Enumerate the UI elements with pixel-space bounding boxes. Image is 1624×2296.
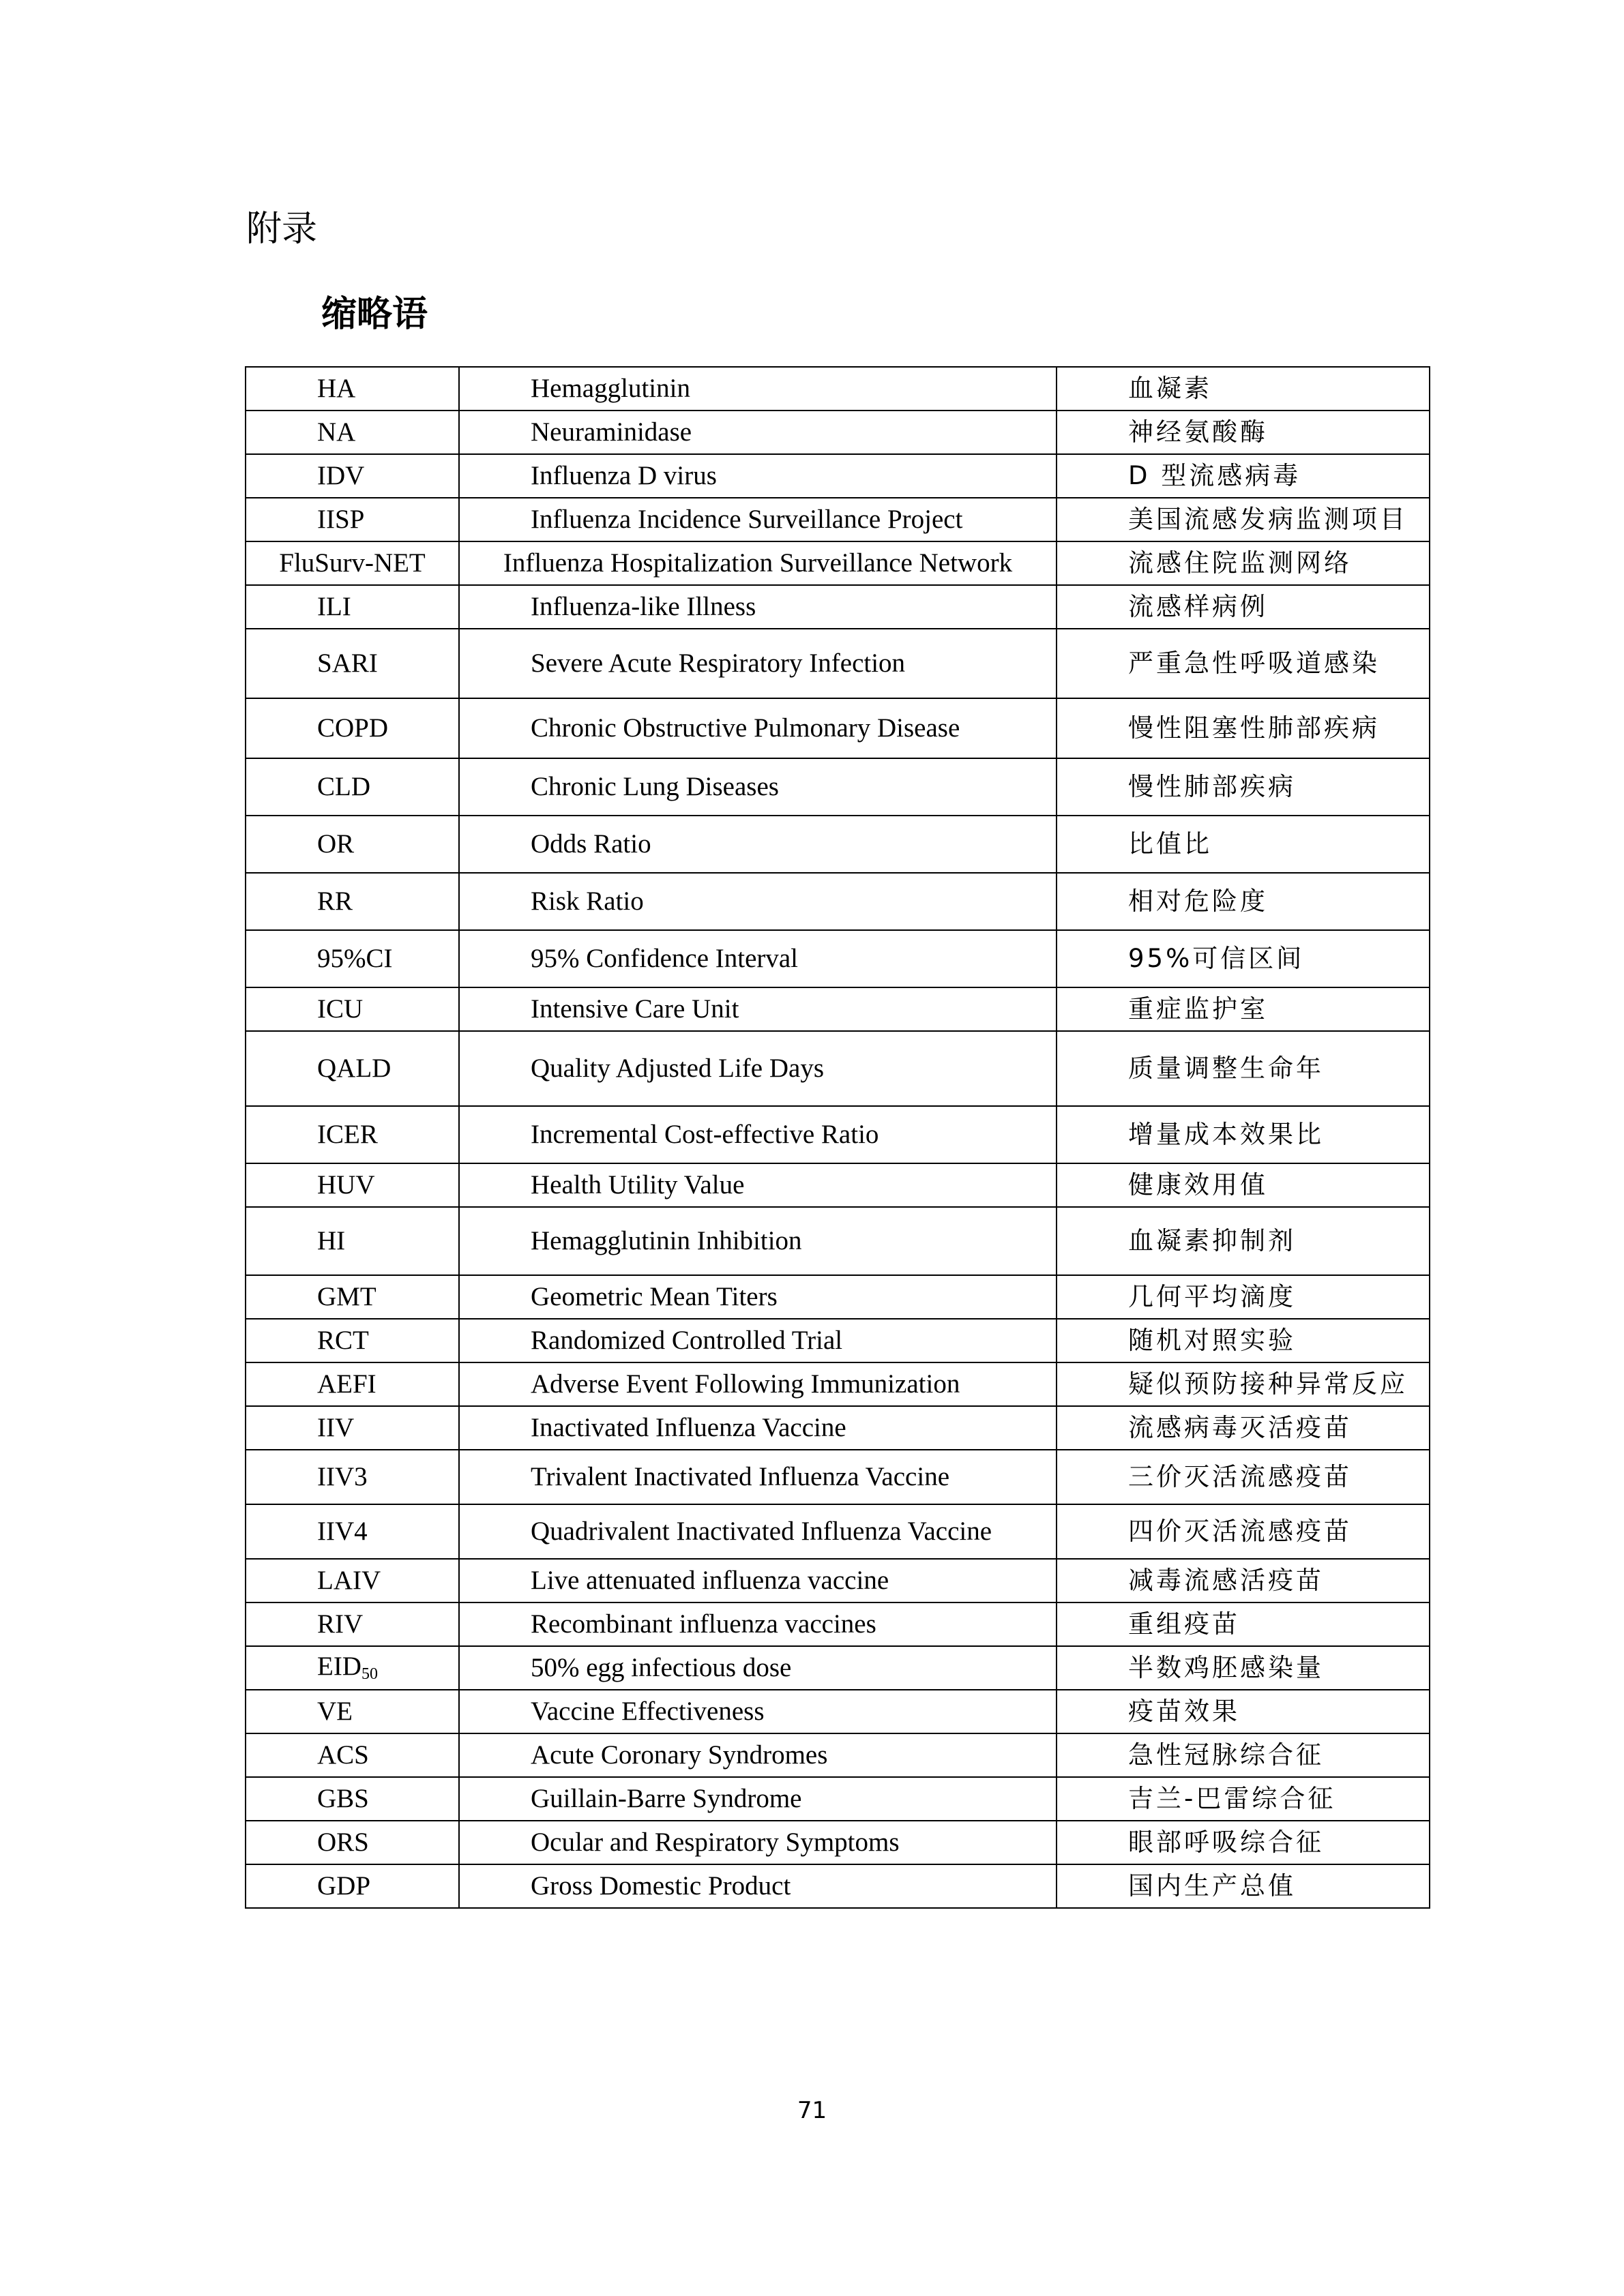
chinese-term-cell: 几何平均滴度: [1057, 1275, 1430, 1319]
table-row: [246, 367, 1430, 411]
abbreviation-text: IIV: [317, 1412, 355, 1442]
chinese-term-cell: 质量调整生命年: [1057, 1031, 1430, 1106]
full-name-cell: Inactivated Influenza Vaccine: [459, 1406, 1057, 1450]
chinese-term-cell: 流感病毒灭活疫苗: [1057, 1406, 1430, 1450]
abbreviation-cell: [246, 585, 459, 629]
abbreviation-cell: [246, 1031, 459, 1106]
abbreviation-text: RR: [317, 886, 353, 916]
abbreviation-cell: [246, 1602, 459, 1646]
full-name-cell: Hemagglutinin: [459, 367, 1057, 411]
chinese-term-cell: 国内生产总值: [1057, 1864, 1430, 1908]
abbreviation-text: IIV3: [317, 1461, 368, 1491]
abbreviation-cell: [246, 367, 459, 411]
full-name-cell: Influenza Incidence Surveillance Project: [459, 498, 1057, 541]
full-name-cell: Adverse Event Following Immunization: [459, 1362, 1057, 1406]
chinese-term-cell: 健康效用值: [1057, 1163, 1430, 1207]
abbreviation-cell: [246, 758, 459, 816]
table-row: [246, 1106, 1430, 1163]
abbreviation-text: GMT: [317, 1281, 377, 1311]
full-name-cell: Vaccine Effectiveness: [459, 1690, 1057, 1733]
full-name-cell: Recombinant influenza vaccines: [459, 1602, 1057, 1646]
full-name-cell: Geometric Mean Titers: [459, 1275, 1057, 1319]
chinese-term-cell: 三价灭活流感疫苗: [1057, 1450, 1430, 1504]
table-row: [246, 758, 1430, 816]
table-row: [246, 1602, 1430, 1646]
chinese-term-cell: 疫苗效果: [1057, 1690, 1430, 1733]
abbreviation-text: OR: [317, 829, 355, 859]
abbreviation-cell: [246, 454, 459, 498]
abbreviation-text: QALD: [317, 1053, 392, 1083]
full-name-cell: Influenza-like Illness: [459, 585, 1057, 629]
abbreviation-cell: [246, 698, 459, 758]
full-name-cell: Guillain-Barre Syndrome: [459, 1777, 1057, 1821]
table-row: [246, 1450, 1430, 1504]
chinese-term-cell: 四价灭活流感疫苗: [1057, 1504, 1430, 1559]
abbreviation-text: RIV: [317, 1609, 364, 1639]
chinese-term-cell: 严重急性呼吸道感染: [1057, 629, 1430, 698]
table-row: [246, 498, 1430, 541]
abbreviation-cell: [246, 873, 459, 930]
abbreviation-text: ORS: [317, 1827, 369, 1857]
table-row: [246, 454, 1430, 498]
abbreviations-heading: 缩略语: [321, 294, 428, 335]
abbreviation-text: HUV: [317, 1169, 375, 1199]
abbreviation-cell: [246, 411, 459, 454]
abbreviation-cell: [246, 1733, 459, 1777]
table-row: [246, 1777, 1430, 1821]
abbreviation-text: HI: [317, 1225, 346, 1255]
abbreviation-cell: [246, 629, 459, 698]
abbreviation-text: IIV4: [317, 1516, 368, 1546]
table-row: [246, 873, 1430, 930]
table-row: [246, 1559, 1430, 1602]
abbreviation-text: FluSurv-NET: [279, 548, 426, 578]
full-name-cell: Gross Domestic Product: [459, 1864, 1057, 1908]
chinese-term-cell: 流感样病例: [1057, 585, 1430, 629]
table-row: [246, 585, 1430, 629]
chinese-term-cell: 重症监护室: [1057, 987, 1430, 1031]
chinese-term-cell: 急性冠脉综合征: [1057, 1733, 1430, 1777]
chinese-term-cell: 随机对照实验: [1057, 1319, 1430, 1362]
abbreviation-text: RCT: [317, 1325, 369, 1355]
chinese-term-cell: D 型流感病毒: [1057, 454, 1430, 498]
chinese-term-cell: 神经氨酸酶: [1057, 411, 1430, 454]
full-name-cell: Hemagglutinin Inhibition: [459, 1207, 1057, 1275]
full-name-cell: Intensive Care Unit: [459, 987, 1057, 1031]
abbreviation-cell: [246, 1450, 459, 1504]
abbreviation-text: ICER: [317, 1119, 378, 1149]
table-row: [246, 987, 1430, 1031]
abbreviation-cell: [246, 1207, 459, 1275]
table-row: [246, 1362, 1430, 1406]
table-row: [246, 1821, 1430, 1864]
table-row: [246, 1733, 1430, 1777]
chinese-term-cell: 疑似预防接种异常反应: [1057, 1362, 1430, 1406]
table-row: [246, 1207, 1430, 1275]
abbreviation-text: COPD: [317, 713, 389, 743]
abbreviation-cell: [246, 498, 459, 541]
table-row: [246, 698, 1430, 758]
chinese-term-cell: 重组疫苗: [1057, 1602, 1430, 1646]
full-name-cell: 50% egg infectious dose: [459, 1646, 1057, 1690]
abbreviation-cell: [246, 1319, 459, 1362]
table-row: [246, 629, 1430, 698]
table-row: [246, 1031, 1430, 1106]
full-name-cell: Chronic Lung Diseases: [459, 758, 1057, 816]
chinese-term-cell: 美国流感发病监测项目: [1057, 498, 1430, 541]
abbreviation-subscript: 50: [361, 1665, 378, 1684]
table-row: [246, 411, 1430, 454]
abbreviation-text: VE: [317, 1696, 353, 1726]
full-name-cell: Chronic Obstructive Pulmonary Disease: [459, 698, 1057, 758]
full-name-cell: Odds Ratio: [459, 816, 1057, 873]
abbreviation-text: GDP: [317, 1870, 371, 1900]
chinese-term-cell: 相对危险度: [1057, 873, 1430, 930]
abbreviation-cell: [246, 1163, 459, 1207]
full-name-cell: Risk Ratio: [459, 873, 1057, 930]
abbreviation-cell: [246, 1777, 459, 1821]
table-row: [246, 1163, 1430, 1207]
page-number: 71: [797, 2097, 827, 2124]
abbreviation-text: IISP: [317, 504, 365, 534]
chinese-term-cell: 吉兰-巴雷综合征: [1057, 1777, 1430, 1821]
abbreviations-table-body: [246, 367, 1430, 1908]
chinese-term-cell: 血凝素: [1057, 367, 1430, 411]
abbreviation-cell: [246, 987, 459, 1031]
abbreviation-cell: [246, 1690, 459, 1733]
abbreviation-cell: [246, 816, 459, 873]
chinese-term-cell: 减毒流感活疫苗: [1057, 1559, 1430, 1602]
abbreviation-text: AEFI: [317, 1369, 377, 1399]
appendix-heading: 附录: [246, 209, 318, 250]
abbreviation-cell: [246, 1646, 459, 1690]
abbreviation-text: 95%CI: [317, 943, 393, 973]
full-name-cell: Neuraminidase: [459, 411, 1057, 454]
table-row: [246, 816, 1430, 873]
full-name-cell: Randomized Controlled Trial: [459, 1319, 1057, 1362]
abbreviations-table: [245, 366, 1430, 1909]
abbreviation-cell: [246, 1864, 459, 1908]
chinese-term-cell: 95%可信区间: [1057, 930, 1430, 987]
full-name-cell: Incremental Cost-effective Ratio: [459, 1106, 1057, 1163]
abbreviation-cell: [246, 541, 459, 585]
abbreviation-text: SARI: [317, 648, 378, 678]
chinese-term-cell: 流感住院监测网络: [1057, 541, 1430, 585]
full-name-cell: Ocular and Respiratory Symptoms: [459, 1821, 1057, 1864]
chinese-term-cell: 增量成本效果比: [1057, 1106, 1430, 1163]
abbreviation-text: ICU: [317, 994, 364, 1024]
table-row: [246, 1406, 1430, 1450]
full-name-cell: Influenza D virus: [459, 454, 1057, 498]
table-row: [246, 1275, 1430, 1319]
abbreviation-text: EID: [317, 1652, 361, 1682]
abbreviation-cell: [246, 1275, 459, 1319]
abbreviation-cell: [246, 1362, 459, 1406]
table-row: [246, 1690, 1430, 1733]
full-name-cell: Quality Adjusted Life Days: [459, 1031, 1057, 1106]
full-name-cell: Live attenuated influenza vaccine: [459, 1559, 1057, 1602]
abbreviation-cell: [246, 1106, 459, 1163]
full-name-cell: Health Utility Value: [459, 1163, 1057, 1207]
full-name-cell: Severe Acute Respiratory Infection: [459, 629, 1057, 698]
table-row: [246, 1864, 1430, 1908]
table-row: [246, 1504, 1430, 1559]
chinese-term-cell: 血凝素抑制剂: [1057, 1207, 1430, 1275]
full-name-cell: Acute Coronary Syndromes: [459, 1733, 1057, 1777]
abbreviation-cell: [246, 1821, 459, 1864]
abbreviation-text: NA: [317, 417, 356, 447]
table-row: [246, 1646, 1430, 1690]
abbreviation-text: HA: [317, 373, 356, 403]
abbreviation-text: IDV: [317, 460, 365, 490]
full-name-cell: Influenza Hospitalization Surveillance Network: [459, 541, 1057, 585]
full-name-cell: 95% Confidence Interval: [459, 930, 1057, 987]
abbreviation-text: ILI: [317, 591, 351, 621]
abbreviation-cell: [246, 1504, 459, 1559]
full-name-cell: Trivalent Inactivated Influenza Vaccine: [459, 1450, 1057, 1504]
abbreviation-text: CLD: [317, 771, 370, 801]
abbreviation-cell: [246, 1559, 459, 1602]
chinese-term-cell: 半数鸡胚感染量: [1057, 1646, 1430, 1690]
full-name-cell: Quadrivalent Inactivated Influenza Vaccine: [459, 1504, 1057, 1559]
table-row: [246, 541, 1430, 585]
abbreviation-cell: [246, 1406, 459, 1450]
chinese-term-cell: 眼部呼吸综合征: [1057, 1821, 1430, 1864]
chinese-term-cell: 比值比: [1057, 816, 1430, 873]
chinese-term-cell: 慢性肺部疾病: [1057, 758, 1430, 816]
chinese-term-cell: 慢性阻塞性肺部疾病: [1057, 698, 1430, 758]
table-row: [246, 1319, 1430, 1362]
abbreviation-cell: [246, 930, 459, 987]
abbreviation-text: ACS: [317, 1740, 369, 1770]
abbreviation-text: LAIV: [317, 1565, 381, 1595]
abbreviation-text: GBS: [317, 1783, 369, 1813]
table-row: [246, 930, 1430, 987]
